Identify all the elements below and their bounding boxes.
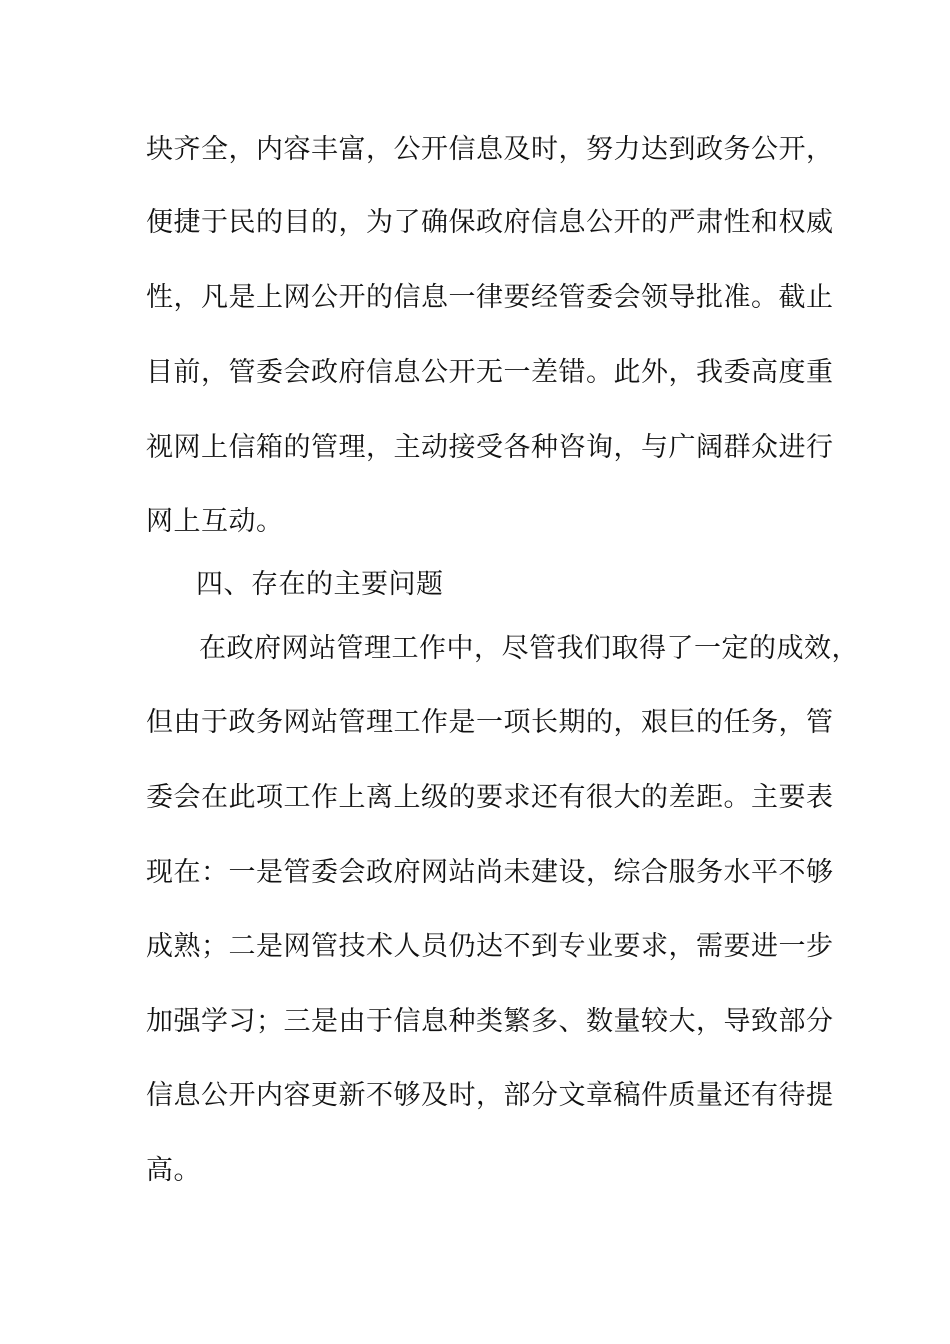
paragraph-line: 现在：一是管委会政府网站尚未建设，综合服务水平不够 xyxy=(146,857,834,888)
section-heading: 四、存在的主要问题 xyxy=(196,569,444,600)
paragraph-line: 成熟；二是网管技术人员仍达不到专业要求，需要进一步 xyxy=(146,931,834,962)
paragraph-line: 信息公开内容更新不够及时，部分文章稿件质量还有待提 xyxy=(146,1080,834,1111)
paragraph-line: 加强学习；三是由于信息种类繁多、数量较大，导致部分 xyxy=(146,1006,834,1037)
paragraph-line: 但由于政务网站管理工作是一项长期的，艰巨的任务，管 xyxy=(146,707,834,738)
paragraph-line: 网上互动。 xyxy=(146,506,284,537)
paragraph-line: 便捷于民的目的，为了确保政府信息公开的严肃性和权威 xyxy=(146,207,834,238)
paragraph-line: 委会在此项工作上离上级的要求还有很大的差距。主要表 xyxy=(146,782,834,813)
paragraph-line: 目前，管委会政府信息公开无一差错。此外，我委高度重 xyxy=(146,357,834,388)
paragraph-line: 视网上信箱的管理，主动接受各种咨询，与广阔群众进行 xyxy=(146,432,834,463)
paragraph-line: 性，凡是上网公开的信息一律要经管委会领导批准。截止 xyxy=(146,282,834,313)
paragraph-line: 在政府网站管理工作中，尽管我们取得了一定的成效， xyxy=(199,633,859,664)
paragraph-line: 块齐全，内容丰富，公开信息及时，努力达到政务公开， xyxy=(146,134,834,165)
paragraph-line: 高。 xyxy=(146,1155,201,1186)
